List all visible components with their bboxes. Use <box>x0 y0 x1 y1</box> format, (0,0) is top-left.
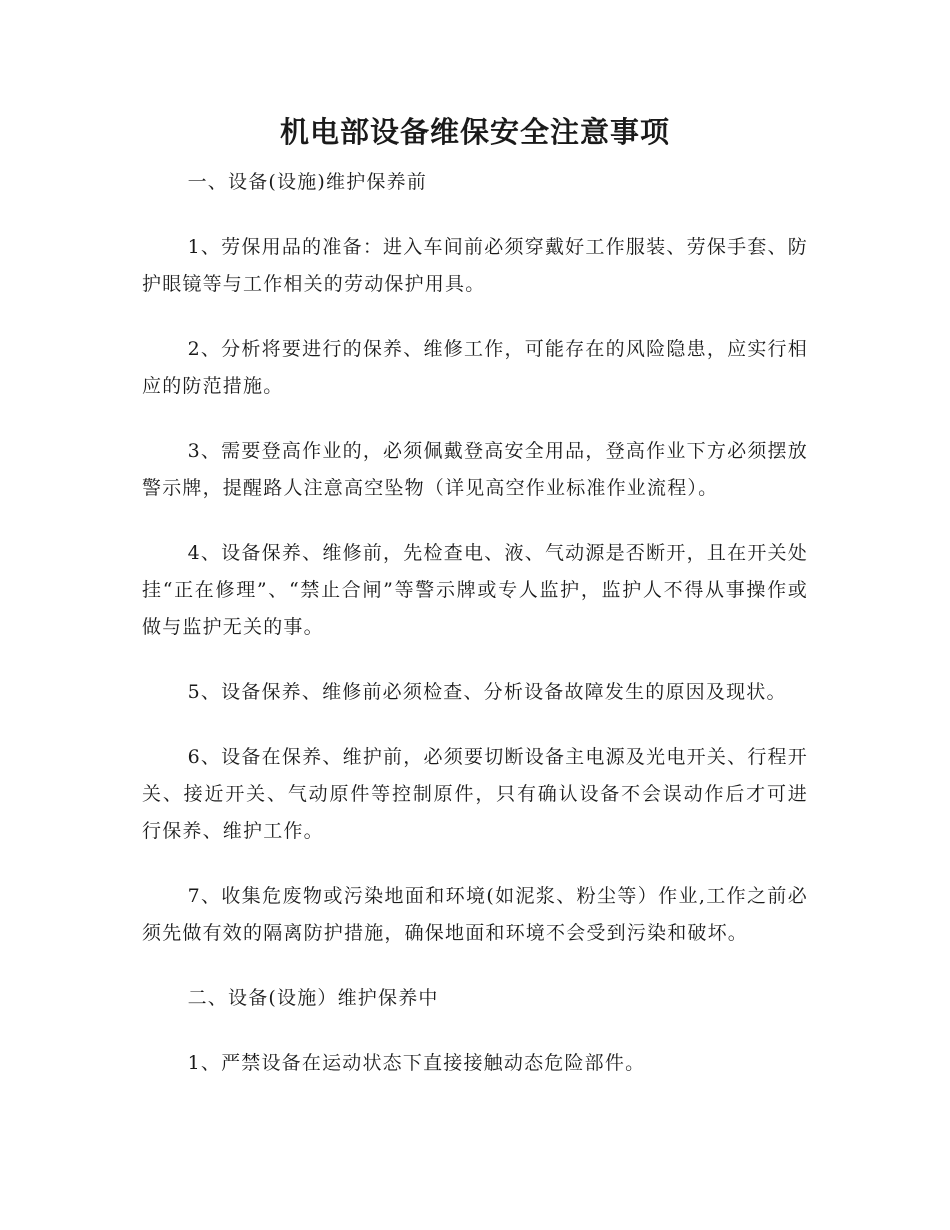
paragraph: 1、劳保用品的准备：进入车间前必须穿戴好工作服装、劳保手套、防护眼镜等与工作相关的劳动保护用具。 <box>142 236 808 295</box>
paragraph: 2、分析将要进行的保养、维修工作，可能存在的风险隐患，应实行相应的防范措施。 <box>142 338 808 397</box>
section-heading: 二、设备(设施）维护保养中 <box>187 987 439 1009</box>
section-heading: 一、设备(设施)维护保养前 <box>187 171 428 193</box>
paragraph: 3、需要登高作业的，必须佩戴登高安全用品，登高作业下方必须摆放警示牌，提醒路人注意高空坠物（详见高空作业标准作业流程）。 <box>142 440 808 499</box>
paragraph: 5、设备保养、维修前必须检查、分析设备故障发生的原因及现状。 <box>187 681 787 703</box>
paragraph: 1、严禁设备在运动状态下直接接触动态危险部件。 <box>187 1052 646 1074</box>
paragraph: 4、设备保养、维修前，先检查电、液、气动源是否断开，且在开关处挂“正在修理”、“禁止合闸”等警示牌或专人监护，监护人不得从事操作或做与监护无关的事。 <box>142 542 808 638</box>
paragraph: 6、设备在保养、维护前，必须要切断设备主电源及光电开关、行程开关、接近开关、气动原件等控制原件，只有确认设备不会误动作后才可进行保养、维护工作。 <box>142 746 808 842</box>
paragraph: 7、收集危废物或污染地面和环境(如泥浆、粉尘等）作业,工作之前必须先做有效的隔离防护措施，确保地面和环境不会受到污染和破坏。 <box>142 885 808 944</box>
document-title: 机电部设备维保安全注意事项 <box>279 115 670 149</box>
